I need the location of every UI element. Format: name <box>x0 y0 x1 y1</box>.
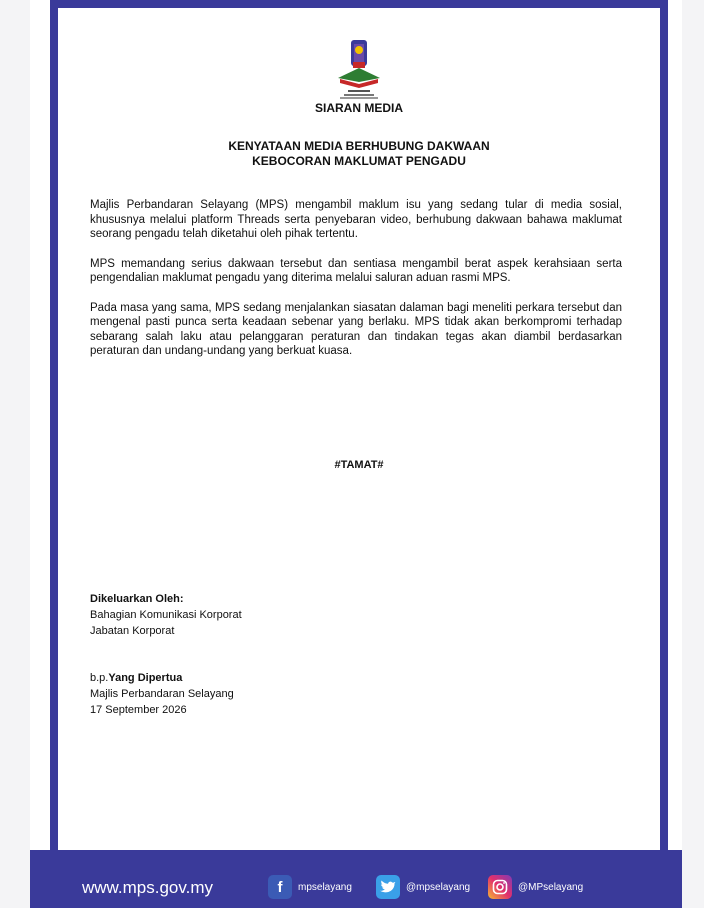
document-border-left <box>50 0 58 908</box>
issuer-block <box>90 591 242 639</box>
paragraph-2: MPS memandang serius dakwaan tersebut dan sentiasa mengambil berat aspek kerahsiaan serta pengendalian maklumat pengadu yang diterima melalui saluran aduan rasmi MPS. <box>90 257 622 284</box>
twitter-handle: @mpselayang <box>406 881 471 893</box>
instagram-link[interactable] <box>488 874 583 900</box>
facebook-handle: mpselayang <box>298 881 352 893</box>
instagram-icon <box>488 875 512 899</box>
mps-logo-icon <box>332 38 386 100</box>
signer-title: Yang Dipertua <box>108 672 183 684</box>
end-mark: #TAMAT# <box>334 459 384 471</box>
signer-organization: Majlis Perbandaran Selayang <box>90 688 234 700</box>
instagram-handle: @MPselayang <box>518 881 584 893</box>
headline-line-1: KENYATAAN MEDIA BERHUBUNG DAKWAAN <box>228 139 490 153</box>
facebook-icon: f <box>268 875 292 899</box>
issuer-division: Jabatan Korporat <box>90 625 175 637</box>
facebook-link[interactable] <box>268 874 352 900</box>
headline-line-2: KEBOCORAN MAKLUMAT PENGADU <box>252 154 466 168</box>
footer-bar <box>30 850 682 908</box>
signer-block <box>90 670 234 718</box>
issuer-department: Bahagian Komunikasi Korporat <box>90 609 242 621</box>
document-border-right <box>660 0 668 908</box>
document-label: SIARAN MEDIA <box>314 101 403 115</box>
paragraph-1: Majlis Perbandaran Selayang (MPS) mengambil maklum isu yang sedang tular di media sosial, khususnya melalui platform Threads serta penyebaran video, berhubung dakwaan bahawa maklumat seorang pengadu telah diketahui oleh pihak tertentu. <box>90 199 622 240</box>
twitter-icon <box>376 875 400 899</box>
issuer-label: Dikeluarkan Oleh: <box>90 593 184 605</box>
paragraph-3: Pada masa yang sama, MPS sedang menjalankan siasatan dalaman bagi meneliti perkara tersebut dan mengenal pasti punca serta keadaan sebenar yang berlaku. MPS tidak akan berkompromi terhadap sebarang salah laku atau pelanggaran peraturan dan tindakan tegas akan diambil berdasarkan peraturan dan undang-undang yang berkuat kuasa. <box>90 301 622 357</box>
website-link[interactable]: www.mps.gov.my <box>82 878 213 897</box>
headline <box>58 139 660 169</box>
statement-body <box>90 198 622 374</box>
document-border-top <box>50 0 668 8</box>
signer-prefix: b.p. <box>90 672 109 684</box>
signer-line <box>90 670 234 686</box>
twitter-link[interactable] <box>376 874 470 900</box>
document-page <box>58 8 660 850</box>
issue-date: 17 September 2026 <box>90 704 187 716</box>
